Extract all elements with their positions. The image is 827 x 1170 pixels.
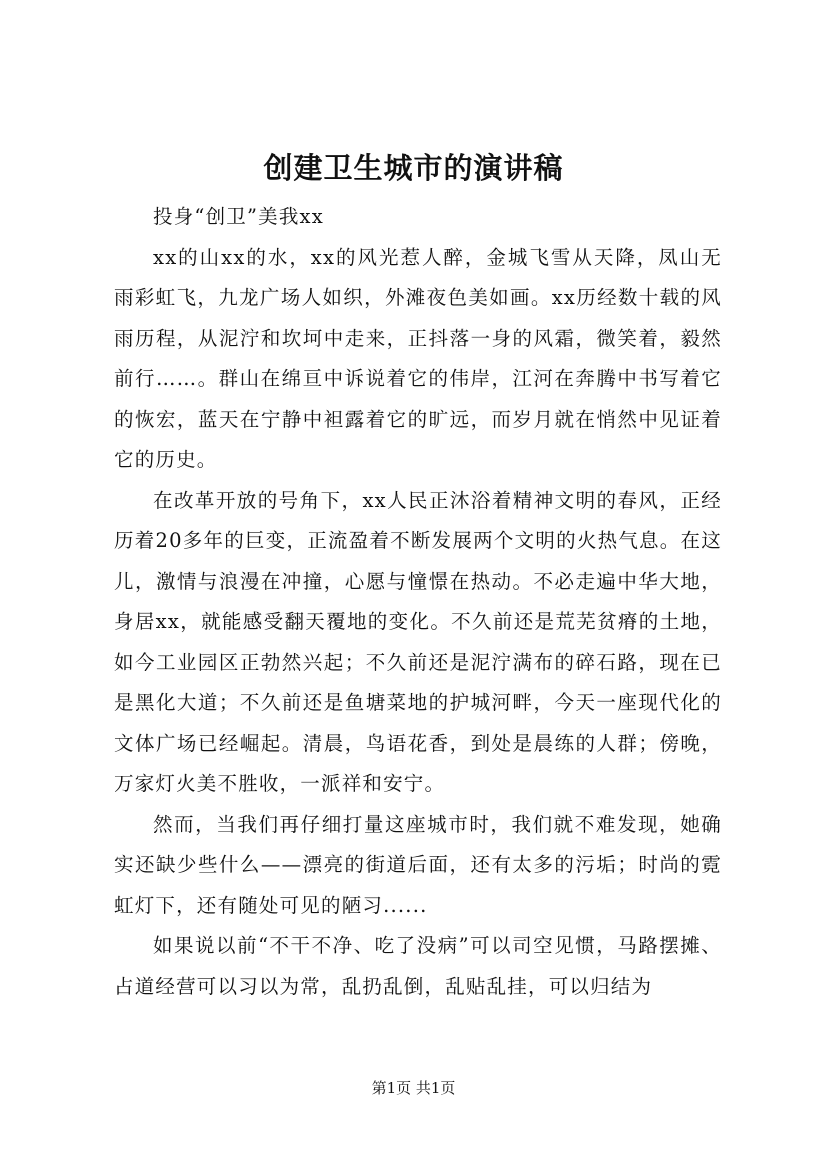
paragraph: 如果说以前“不干不净、吃了没病”可以司空见惯，马路摆摊、占道经营可以习以为常，乱扔乱倒，乱贴乱挂，可以归结为 (114, 934, 722, 998)
document-title: 创建卫生城市的演讲稿 (263, 151, 564, 185)
paragraph: 然而，当我们再仔细打量这座城市时，我们就不难发现，她确实还缺少些什么——漂亮的街道后面，还有太多的污垢；时尚的霓虹灯下，还有随处可见的陋习...... (114, 812, 722, 917)
paragraph: xx的山xx的水，xx的风光惹人醉，金城飞雪从天降，凤山无雨彩虹飞，九龙广场人如织，外滩夜色美如画。xx历经数十载的风雨历程，从泥泞和坎坷中走来，正抖落一身的风霜，微笑着，毅然前行……。群山在绵亘中诉说着它的伟岸，江河在奔腾中书写着它的恢宏，蓝天在宁静中袒露着它的旷远，而岁月就在悄然中见证着它的历史。 (114, 245, 722, 471)
document-body (114, 197, 722, 1007)
page-footer: 第1页 共1页 (371, 1079, 456, 1097)
paragraph: 投身“创卫”美我xx (153, 205, 324, 228)
paragraph: 在改革开放的号角下，xx人民正沐浴着精神文明的春风，正经历着20多年的巨变，正流盈着不断发展两个文明的火热气息。在这儿，激情与浪漫在冲撞，心愿与憧憬在热动。不必走遍中华大地，身居xx，就能感受翻天覆地的变化。不久前还是荒芜贫瘠的土地，如今工业园区正勃然兴起；不久前还是泥泞满布的碎石路，现在已是黑化大道；不久前还是鱼塘菜地的护城河畔，今天一座现代化的文体广场已经崛起。清晨，鸟语花香，到处是晨练的人群；傍晚，万家灯火美不胜收，一派祥和安宁。 (114, 488, 722, 795)
